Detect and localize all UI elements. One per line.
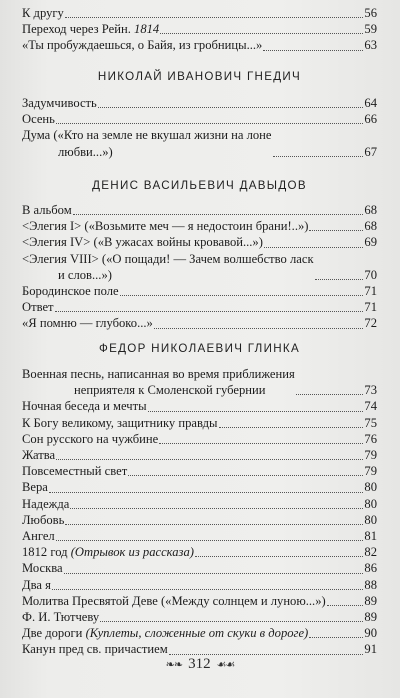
toc-entry[interactable]: Военная песнь, написанная во время приближения неприятеля к Смоленской губернии 73	[22, 367, 377, 398]
toc-entry[interactable]: <Элегия I> («Возьмите меч — я недостоин брани!..») 68	[22, 219, 377, 234]
toc-continuation	[22, 5, 377, 54]
toc-entry[interactable]: Две дороги (Куплеты, сложенные от скуки в дороге) 90	[22, 626, 377, 641]
toc-entry[interactable]: Ф. И. Тютчеву 89	[22, 610, 377, 625]
toc-entry[interactable]: Бородинское поле 71	[22, 284, 377, 299]
toc-entry[interactable]: Дума («Кто на земле не вкушал жизни на лоне любви...») 67	[22, 128, 377, 159]
section-gnedich-list	[22, 95, 377, 160]
toc-entry[interactable]: Ангел 81	[22, 529, 377, 544]
toc-entry[interactable]: Задумчивость 64	[22, 96, 377, 110]
toc-section-davydov	[22, 179, 377, 332]
toc-entry[interactable]: Ночная беседа и мечты 74	[22, 399, 377, 414]
toc-section-glinka	[22, 342, 377, 658]
toc-entry[interactable]: В альбом 68	[22, 203, 377, 217]
toc-entry[interactable]: <Элегия IV> («В ужасах войны кровавой...») 69	[22, 235, 377, 250]
toc-entry[interactable]: 1812 год (Отрывок из рассказа) 82	[22, 545, 377, 560]
toc-entry[interactable]: Сон русского на чужбине 76	[22, 431, 377, 446]
page-footer	[0, 656, 400, 673]
toc-section-gnedich	[22, 70, 377, 160]
toc-entry[interactable]: «Ты пробуждаешься, о Байя, из гробницы...» 63	[22, 38, 377, 53]
toc-entry[interactable]: Надежда 80	[22, 496, 377, 511]
toc-entry[interactable]: К другу 56	[22, 6, 377, 20]
toc-entry[interactable]: Ответ 71	[22, 300, 377, 315]
toc-entry[interactable]: Два я 88	[22, 577, 377, 592]
toc-entry[interactable]: «Я помню — глубоко...» 72	[22, 316, 377, 331]
toc-entry[interactable]: Повсеместный свет 79	[22, 464, 377, 479]
section-glinka-list	[22, 366, 377, 658]
toc-entry[interactable]: Любовь 80	[22, 512, 377, 527]
toc-entry[interactable]: Жатва 79	[22, 448, 377, 463]
toc-entry[interactable]: Переход через Рейн. 1814 59	[22, 22, 377, 37]
toc-entry[interactable]: Вера 80	[22, 480, 377, 495]
toc-entry[interactable]: <Элегия VIII> («О пощади! — Зачем волшебство ласк и слов...») 70	[22, 251, 377, 282]
page-number: 312	[188, 656, 211, 672]
ornament-right-icon: ☙☙	[216, 659, 235, 671]
section-heading: ФЕДОР НИКОЛАЕВИЧ ГЛИНКА	[98, 342, 300, 355]
section-davydov-list	[22, 202, 377, 332]
section-heading: ДЕНИС ВАСИЛЬЕВИЧ ДАВЫДОВ	[92, 179, 307, 192]
ornament-left-icon: ❧❧	[165, 659, 183, 671]
toc-entry[interactable]: Молитва Пресвятой Деве («Между солнцем и луною...») 89	[22, 593, 377, 608]
section-heading: НИКОЛАЙ ИВАНОВИЧ ГНЕДИЧ	[97, 70, 302, 83]
toc-entry[interactable]: Канун пред св. причастием 91	[22, 642, 377, 657]
toc-entry[interactable]: Москва 86	[22, 561, 377, 576]
toc-entry[interactable]: Осень 66	[22, 112, 377, 127]
toc-entry[interactable]: К Богу великому, защитнику правды 75	[22, 415, 377, 430]
